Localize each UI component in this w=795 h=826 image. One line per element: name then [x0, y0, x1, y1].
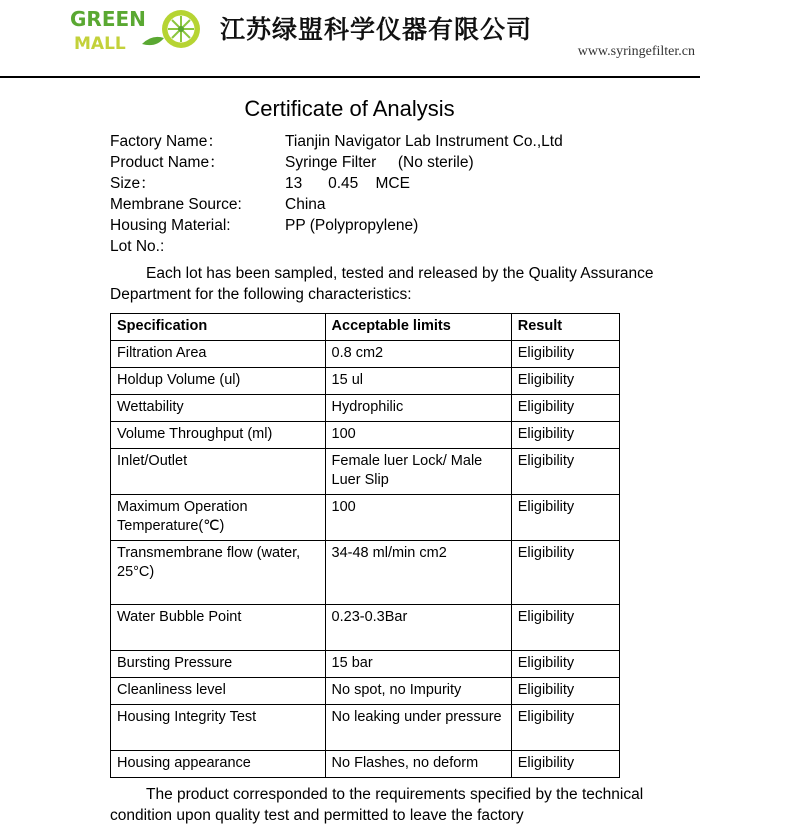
- table-row: [111, 368, 620, 395]
- cell-result: Eligibility: [511, 422, 619, 449]
- table-row: [111, 495, 620, 541]
- cell-limit: 0.8 cm2: [325, 341, 511, 368]
- field-value: PP (Polypropylene): [285, 217, 419, 234]
- website-url: www.syringefilter.cn: [577, 44, 695, 59]
- svg-text:MALL: MALL: [74, 34, 126, 54]
- cell-specification: Wettability: [111, 395, 326, 422]
- field-label: Lot No.:: [110, 238, 165, 255]
- closing-paragraph-text: The product corresponded to the requirements specified by the technical condition upon quality test and permitted to leave the factory: [110, 786, 644, 824]
- cell-result: Eligibility: [511, 605, 619, 651]
- cell-limit: 0.23-0.3Bar: [325, 605, 511, 651]
- cell-specification: Inlet/Outlet: [111, 449, 326, 495]
- table-row: [111, 422, 620, 449]
- table-row: [111, 751, 620, 778]
- column-header-specification: Specification: [111, 314, 326, 341]
- column-header-result: Result: [511, 314, 619, 341]
- field-label: Housing Material:: [110, 217, 231, 234]
- cell-result: Eligibility: [511, 651, 619, 678]
- green-mall-logo: [70, 4, 202, 60]
- table-row: [111, 449, 620, 495]
- svg-text:GREEN: GREEN: [70, 7, 146, 31]
- table-row: [111, 678, 620, 705]
- cell-result: Eligibility: [511, 395, 619, 422]
- cell-result: Eligibility: [511, 678, 619, 705]
- cell-limit: 100: [325, 495, 511, 541]
- cell-limit: Hydrophilic: [325, 395, 511, 422]
- field-size: [110, 174, 795, 194]
- field-label: Product Name：: [110, 154, 225, 171]
- cell-result: Eligibility: [511, 751, 619, 778]
- field-value: Syringe Filter (No sterile): [285, 154, 474, 171]
- table-row: [111, 651, 620, 678]
- field-value: 13 0.45 MCE: [285, 175, 410, 192]
- field-label: Membrane Source:: [110, 196, 242, 213]
- cell-limit: 100: [325, 422, 511, 449]
- table-row: [111, 395, 620, 422]
- cell-specification: Water Bubble Point: [111, 605, 326, 651]
- field-lot-no: [110, 237, 795, 257]
- cell-result: Eligibility: [511, 368, 619, 395]
- cell-result: Eligibility: [511, 341, 619, 368]
- field-factory-name: [110, 132, 795, 152]
- cell-limit: No leaking under pressure: [325, 705, 511, 751]
- cell-limit: No spot, no Impurity: [325, 678, 511, 705]
- cell-specification: Cleanliness level: [111, 678, 326, 705]
- field-value: China: [285, 196, 326, 213]
- page-header: [0, 0, 795, 72]
- table-row: [111, 605, 620, 651]
- cell-limit: 15 ul: [325, 368, 511, 395]
- cell-result: Eligibility: [511, 449, 619, 495]
- field-membrane-source: [110, 195, 795, 215]
- closing-paragraph: [110, 784, 695, 826]
- field-value: Tianjin Navigator Lab Instrument Co.,Ltd: [285, 133, 563, 150]
- field-label: Size：: [110, 175, 156, 192]
- table-row: [111, 341, 620, 368]
- cell-limit: No Flashes, no deform: [325, 751, 511, 778]
- column-header-acceptable-limits: Acceptable limits: [325, 314, 511, 341]
- document-body: [0, 80, 795, 826]
- cell-limit: 34-48 ml/min cm2: [325, 541, 511, 605]
- field-product-name: [110, 153, 795, 173]
- cell-specification: Maximum Operation Temperature(℃): [111, 495, 326, 541]
- specification-table: [110, 313, 620, 778]
- page-title: Certificate of Analysis: [244, 96, 455, 121]
- cell-limit: 15 bar: [325, 651, 511, 678]
- field-label: Factory Name：: [110, 133, 223, 150]
- intro-paragraph: Each lot has been sampled, tested and released by the Quality Assurance Department for the following characteristics:: [110, 265, 654, 303]
- cell-specification: Bursting Pressure: [111, 651, 326, 678]
- cell-result: Eligibility: [511, 495, 619, 541]
- cell-specification: Housing Integrity Test: [111, 705, 326, 751]
- cell-specification: Transmembrane flow (water, 25°C): [111, 541, 326, 605]
- field-housing-material: [110, 216, 795, 236]
- cell-limit: Female luer Lock/ Male Luer Slip: [325, 449, 511, 495]
- cell-specification: Filtration Area: [111, 341, 326, 368]
- company-name: 江苏绿盟科学仪器有限公司: [220, 15, 533, 44]
- cell-result: Eligibility: [511, 705, 619, 751]
- cell-specification: Holdup Volume (ul): [111, 368, 326, 395]
- cell-result: Eligibility: [511, 541, 619, 605]
- table-row: [111, 705, 620, 751]
- cell-specification: Volume Throughput (ml): [111, 422, 326, 449]
- table-header-row: [111, 314, 620, 341]
- field-list: [110, 132, 795, 257]
- header-divider: [0, 76, 700, 78]
- cell-specification: Housing appearance: [111, 751, 326, 778]
- table-row: [111, 541, 620, 605]
